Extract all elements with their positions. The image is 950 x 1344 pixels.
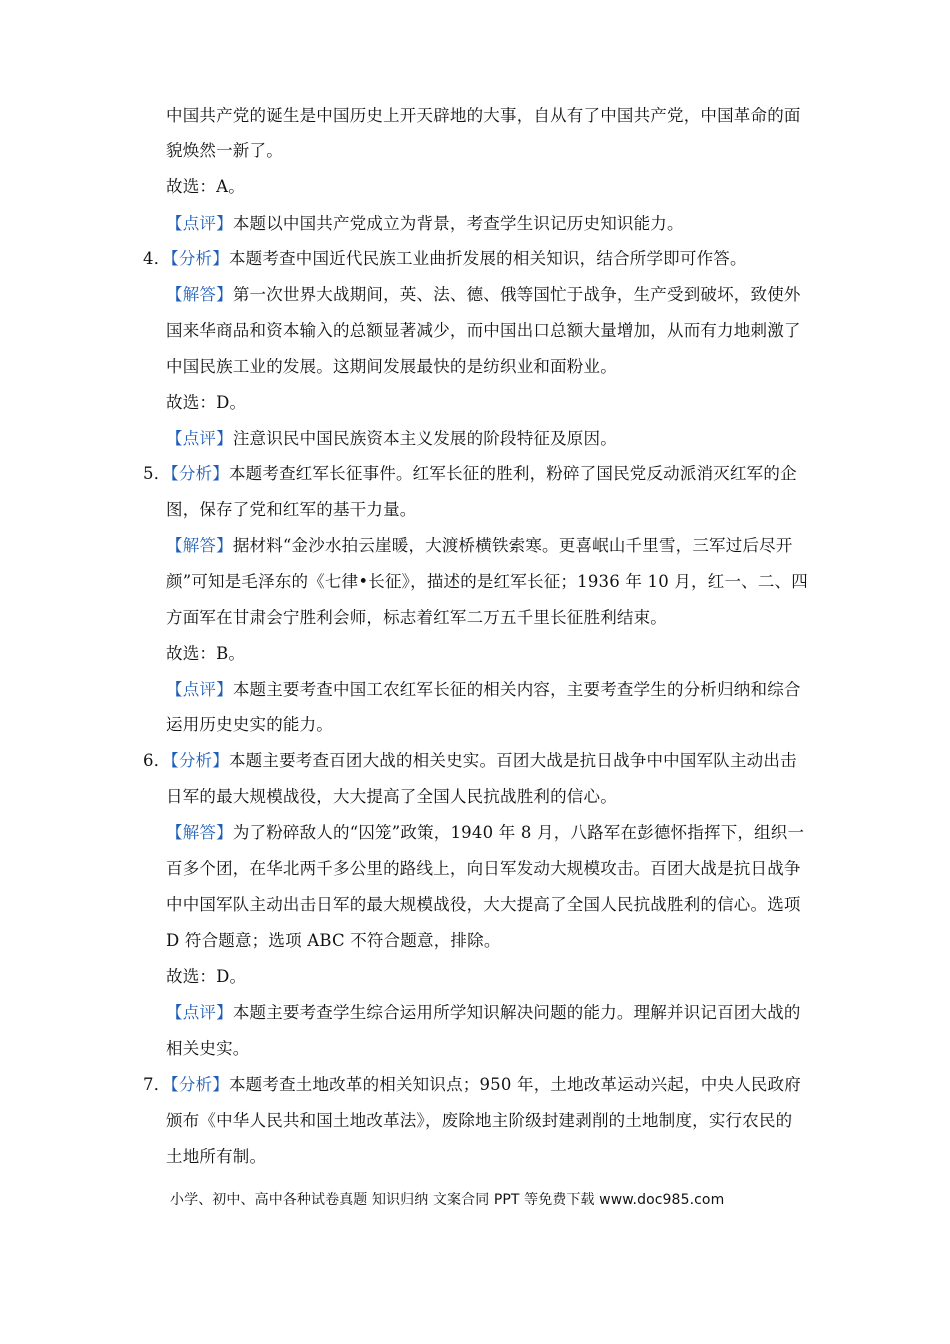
line-text: 百多个团，在华北两千多公里的路线上，向日军发动大规模攻击。百团大战是抗日战争 <box>166 859 801 878</box>
text-line <box>166 1001 801 1025</box>
footer-promo-text: 小学、初中、高中各种试卷真题 知识归纳 文案合同 PPT 等免费下载 www.doc985.com <box>170 1192 725 1208</box>
line-text: 图，保存了党和红军的基干力量。 <box>166 500 417 519</box>
analysis-tag: 【分析】 <box>170 464 229 483</box>
text-line <box>166 893 801 917</box>
line-text: 据材料“金沙水拍云崖暖，大渡桥横铁索寒。更喜岷山千里雪，三军过后尽开 <box>232 536 793 555</box>
text-line <box>166 139 283 163</box>
line-text: 本题主要考查中国工农红军长征的相关内容，主要考查学生的分析归纳和综合 <box>232 680 801 699</box>
line-text: 本题考查土地改革的相关知识点；950 年，土地改革运动兴起，中央人民政府 <box>228 1075 801 1094</box>
line-text: 相关史实。 <box>166 1039 250 1058</box>
answer-tag: 【解答】 <box>166 536 233 555</box>
line-text: 中国民族工业的发展。这期间发展最快的是纺织业和面粉业。 <box>166 357 617 376</box>
line-text: 日军的最大规模战役，大大提高了全国人民抗战胜利的信心。 <box>166 787 617 806</box>
line-text: 本题以中国共产党成立为背景，考查学生识记历史知识能力。 <box>232 214 684 233</box>
line-text: 第一次世界大战期间，英、法、德、俄等国忙于战争，生产受到破坏，致使外 <box>232 285 801 304</box>
text-line <box>166 678 801 702</box>
line-text: 国来华商品和资本输入的总额显著减少，而中国出口总额大量增加，从而有力地刺激了 <box>166 321 801 340</box>
comment-tag: 【点评】 <box>166 429 233 448</box>
text-line <box>166 212 684 236</box>
line-text: 为了粉碎敌人的“囚笼”政策，1940 年 8 月，八路军在彭德怀指挥下，组织一 <box>232 823 805 842</box>
comment-tag: 【点评】 <box>166 1003 233 1022</box>
line-text: 本题主要考查百团大战的相关史实。百团大战是抗日战争中中国军队主动出击 <box>228 751 797 770</box>
text-line <box>166 104 801 128</box>
text-line <box>166 391 246 415</box>
text-line <box>166 965 246 989</box>
question-number: 4． <box>143 249 171 268</box>
line-text: 故选：D。 <box>166 967 247 986</box>
text-line <box>166 642 245 666</box>
text-line <box>166 713 333 737</box>
text-line <box>166 570 808 594</box>
answer-tag: 【解答】 <box>166 285 233 304</box>
question-number: 5． <box>143 464 171 483</box>
line-text: 故选：B。 <box>166 644 246 663</box>
text-line <box>166 427 617 451</box>
line-text: 运用历史史实的能力。 <box>166 715 333 734</box>
text-line <box>166 319 801 343</box>
text-line <box>166 1145 266 1169</box>
text-line <box>166 355 617 379</box>
text-line <box>143 1073 801 1097</box>
analysis-tag: 【分析】 <box>170 249 229 268</box>
text-line <box>166 929 501 953</box>
line-text: 中中国军队主动出击日军的最大规模战役，大大提高了全国人民抗战胜利的信心。选项 <box>166 895 801 914</box>
line-text: 本题主要考查学生综合运用所学知识解决问题的能力。理解并识记百团大战的 <box>232 1003 801 1022</box>
text-line <box>166 534 793 558</box>
line-text: 貌焕然一新了。 <box>166 141 283 160</box>
text-line <box>166 1109 792 1133</box>
text-line <box>166 821 804 845</box>
question-number: 6． <box>143 751 171 770</box>
text-line <box>166 857 801 881</box>
analysis-tag: 【分析】 <box>170 1075 229 1094</box>
question-number: 7． <box>143 1075 171 1094</box>
text-line <box>166 606 667 630</box>
line-text: 颜”可知是毛泽东的《七律•长征》，描述的是红军长征；1936 年 10 月，红一、二、四 <box>166 572 808 591</box>
line-text: D 符合题意；选项 ABC 不符合题意，排除。 <box>166 931 501 950</box>
line-text: 颁布《中华人民共和国土地改革法》，废除地主阶级封建剥削的土地制度，实行农民的 <box>166 1111 793 1130</box>
line-text: 故选：A。 <box>166 177 245 196</box>
line-text: 土地所有制。 <box>166 1147 267 1166</box>
line-text: 方面军在甘肃会宁胜利会师，标志着红军二万五千里长征胜利结束。 <box>166 608 667 627</box>
line-text: 注意识民中国民族资本主义发展的阶段特征及原因。 <box>232 429 617 448</box>
answer-tag: 【解答】 <box>166 823 233 842</box>
line-text: 中国共产党的诞生是中国历史上开天辟地的大事，自从有了中国共产党，中国革命的面 <box>166 106 801 125</box>
line-text: 本题考查中国近代民族工业曲折发展的相关知识，结合所学即可作答。 <box>228 249 747 268</box>
text-line <box>143 462 797 486</box>
text-line <box>166 785 617 809</box>
comment-tag: 【点评】 <box>166 680 233 699</box>
text-line <box>166 175 245 199</box>
text-line <box>143 247 747 271</box>
line-text: 故选：D。 <box>166 393 247 412</box>
text-line <box>143 749 797 773</box>
text-line <box>166 498 417 522</box>
text-line <box>166 1037 250 1061</box>
line-text: 本题考查红军长征事件。红军长征的胜利，粉碎了国民党反动派消灭红军的企 <box>228 464 797 483</box>
analysis-tag: 【分析】 <box>170 751 229 770</box>
text-line <box>166 283 801 307</box>
comment-tag: 【点评】 <box>166 214 233 233</box>
